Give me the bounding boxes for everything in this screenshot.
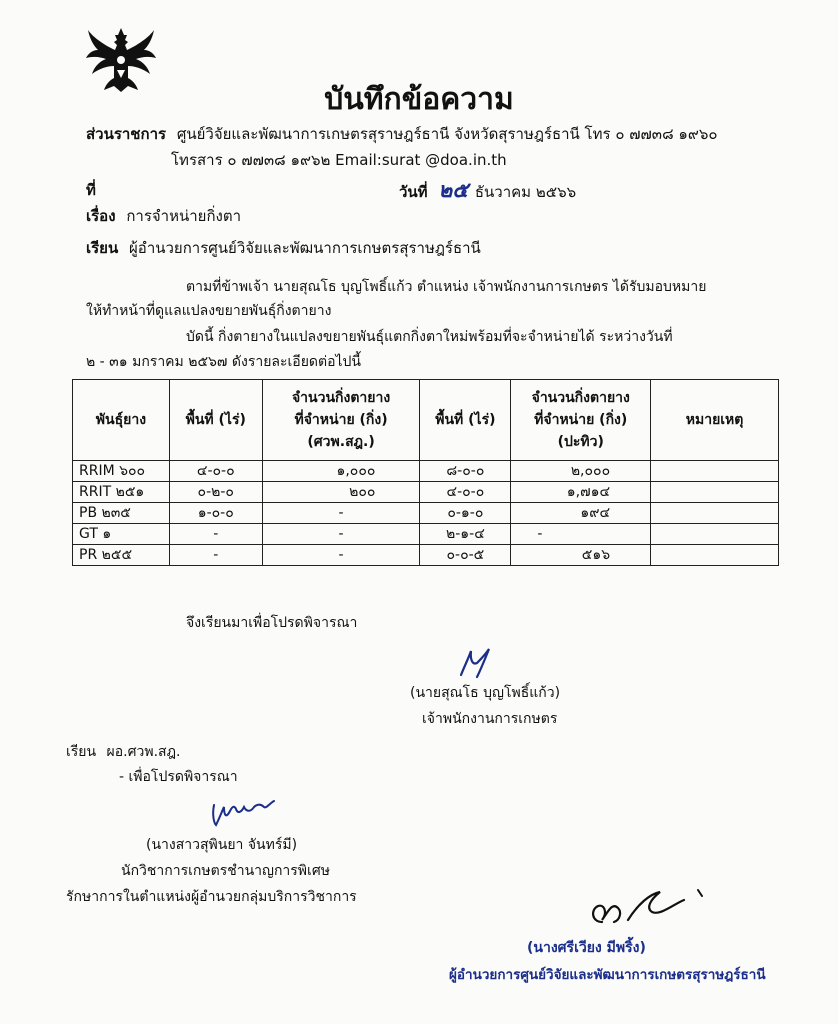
header-quantity-2-line-1: จำนวนกิ่งตายาง (531, 390, 630, 406)
cell-remark (651, 461, 779, 482)
cell-variety: RRIT ๒๕๑ (73, 482, 170, 503)
header-area-1: พื้นที่ (ไร่) (169, 380, 262, 461)
subject-label: เรื่อง (86, 207, 116, 225)
subject-line (86, 204, 241, 228)
cell-quantity-2: ๕๑๖ (511, 545, 651, 566)
cell-quantity-1: - (262, 503, 420, 524)
addressee-value: ผู้อำนวยการศูนย์วิจัยและพัฒนาการเกษตรสุราษฎร์ธานี (129, 239, 481, 257)
cell-variety: RRIM ๖๐๐ (73, 461, 170, 482)
cell-quantity-2: ๒,๐๐๐ (511, 461, 651, 482)
table-row (73, 482, 779, 503)
cell-quantity-2: ๑,๗๑๔ (511, 482, 651, 503)
table-row (73, 545, 779, 566)
date-line (399, 174, 576, 207)
header-quantity-2 (511, 380, 651, 461)
signer-2-position: นักวิชาการเกษตรชำนาญการพิเศษ (121, 863, 330, 879)
page-title: บันทึกข้อความ (324, 82, 514, 117)
table-row (73, 503, 779, 524)
header-variety: พันธุ์ยาง (73, 380, 170, 461)
paragraph-1-line-1: ตามที่ข้าพเจ้า นายสุณโธ บุญโพธิ์แก้ว ตำแหน่ง เจ้าพนักงานการเกษตร ได้รับมอบหมาย (186, 279, 707, 295)
header-quantity-2-line-3: (ปะทิว) (557, 434, 604, 450)
cell-variety: PB ๒๓๕ (73, 503, 170, 524)
cell-remark (651, 482, 779, 503)
signer-1-position: เจ้าพนักงานการเกษตร (422, 711, 558, 727)
cell-quantity-1: ๒๐๐ (262, 482, 420, 503)
header-remark: หมายเหตุ (651, 380, 779, 461)
header-quantity-1 (262, 380, 420, 461)
endorse-label: เรียน (66, 744, 97, 760)
endorse-value: ผอ.ศวพ.สฎ. (106, 744, 181, 760)
table-header-row (73, 380, 779, 461)
paragraph-1-line-2: ให้ทำหน้าที่ดูแลแปลงขยายพันธุ์กิ่งตายาง (86, 303, 332, 319)
cell-remark (651, 503, 779, 524)
signature-1 (455, 645, 495, 681)
date-day: ๒๕ (438, 178, 469, 202)
paragraph-2-line-2: ๒ - ๓๑ มกราคม ๒๕๖๗ ดังรายละเอียดต่อไปนี้ (86, 354, 362, 370)
cell-quantity-1: - (262, 545, 420, 566)
reference-label: ที่ (86, 181, 96, 199)
department-label: ส่วนราชการ (86, 125, 167, 143)
closing-sentence: จึงเรียนมาเพื่อโปรดพิจารณา (186, 615, 358, 631)
cell-remark (651, 545, 779, 566)
cell-quantity-1: ๑,๐๐๐ (262, 461, 420, 482)
signature-2 (208, 795, 278, 831)
header-area-2: พื้นที่ (ไร่) (420, 380, 511, 461)
cell-area-1: - (169, 545, 262, 566)
header-quantity-1-line-2: ที่จำหน่าย (กิ่ง) (294, 412, 388, 428)
signer-2-name: (นางสาวสุพินยา จันทร์มี) (146, 837, 298, 853)
date-label: วันที่ (399, 183, 428, 201)
fax-email-line: โทรสาร ๐ ๗๗๓๘ ๑๙๖๒ Email:surat @doa.in.th (171, 151, 507, 169)
cell-variety: PR ๒๕๕ (73, 545, 170, 566)
department-line (86, 122, 718, 146)
table-row (73, 524, 779, 545)
cell-area-1: ๑-๐-๐ (169, 503, 262, 524)
paragraph-2-line-1: บัดนี้ กิ่งตายางในแปลงขยายพันธุ์แตกกิ่งตาใหม่พร้อมที่จะจำหน่ายได้ ระหว่างวันที่ (186, 329, 673, 345)
header-quantity-1-line-1: จำนวนกิ่งตายาง (291, 390, 391, 406)
cell-area-1: ๐-๒-๐ (169, 482, 262, 503)
signer-2-acting: รักษาการในตำแหน่งผู้อำนวยกลุ่มบริการวิชาการ (66, 889, 357, 905)
cell-remark (651, 524, 779, 545)
cell-area-2: ๐-๑-๐ (420, 503, 511, 524)
signer-3-name: (นางศรีเวียง มีพริ้ง) (527, 940, 646, 956)
cell-quantity-2: ๑๙๔ (511, 503, 651, 524)
cell-area-1: ๔-๐-๐ (169, 461, 262, 482)
table-row (73, 461, 779, 482)
department-value: ศูนย์วิจัยและพัฒนาการเกษตรสุราษฎร์ธานี จังหวัดสุราษฎร์ธานี โทร ๐ ๗๗๓๘ ๑๙๖๐ (176, 125, 718, 143)
endorse-note: - เพื่อโปรดพิจารณา (119, 769, 238, 785)
subject-value: การจำหน่ายกิ่งตา (126, 207, 242, 225)
budwood-table (72, 379, 779, 566)
header-quantity-2-line-2: ที่จำหน่าย (กิ่ง) (534, 412, 628, 428)
cell-area-2: ๐-๐-๕ (420, 545, 511, 566)
cell-area-2: ๒-๑-๔ (420, 524, 511, 545)
date-month-year: ธันวาคม ๒๕๖๖ (474, 183, 577, 201)
header-quantity-1-line-3: (ศวพ.สฎ.) (307, 434, 375, 450)
cell-area-1: - (169, 524, 262, 545)
signature-3 (588, 882, 728, 932)
cell-quantity-2: - (511, 524, 651, 545)
endorse-line (66, 741, 180, 763)
signer-1-name: (นายสุณโธ บุญโพธิ์แก้ว) (410, 685, 561, 701)
addressee-line (86, 236, 481, 260)
cell-area-2: ๘-๐-๐ (420, 461, 511, 482)
cell-quantity-1: - (262, 524, 420, 545)
addressee-label: เรียน (86, 239, 119, 257)
cell-variety: GT ๑ (73, 524, 170, 545)
signer-3-position: ผู้อำนวยการศูนย์วิจัยและพัฒนาการเกษตรสุราษฎร์ธานี (449, 967, 766, 983)
cell-area-2: ๔-๐-๐ (420, 482, 511, 503)
